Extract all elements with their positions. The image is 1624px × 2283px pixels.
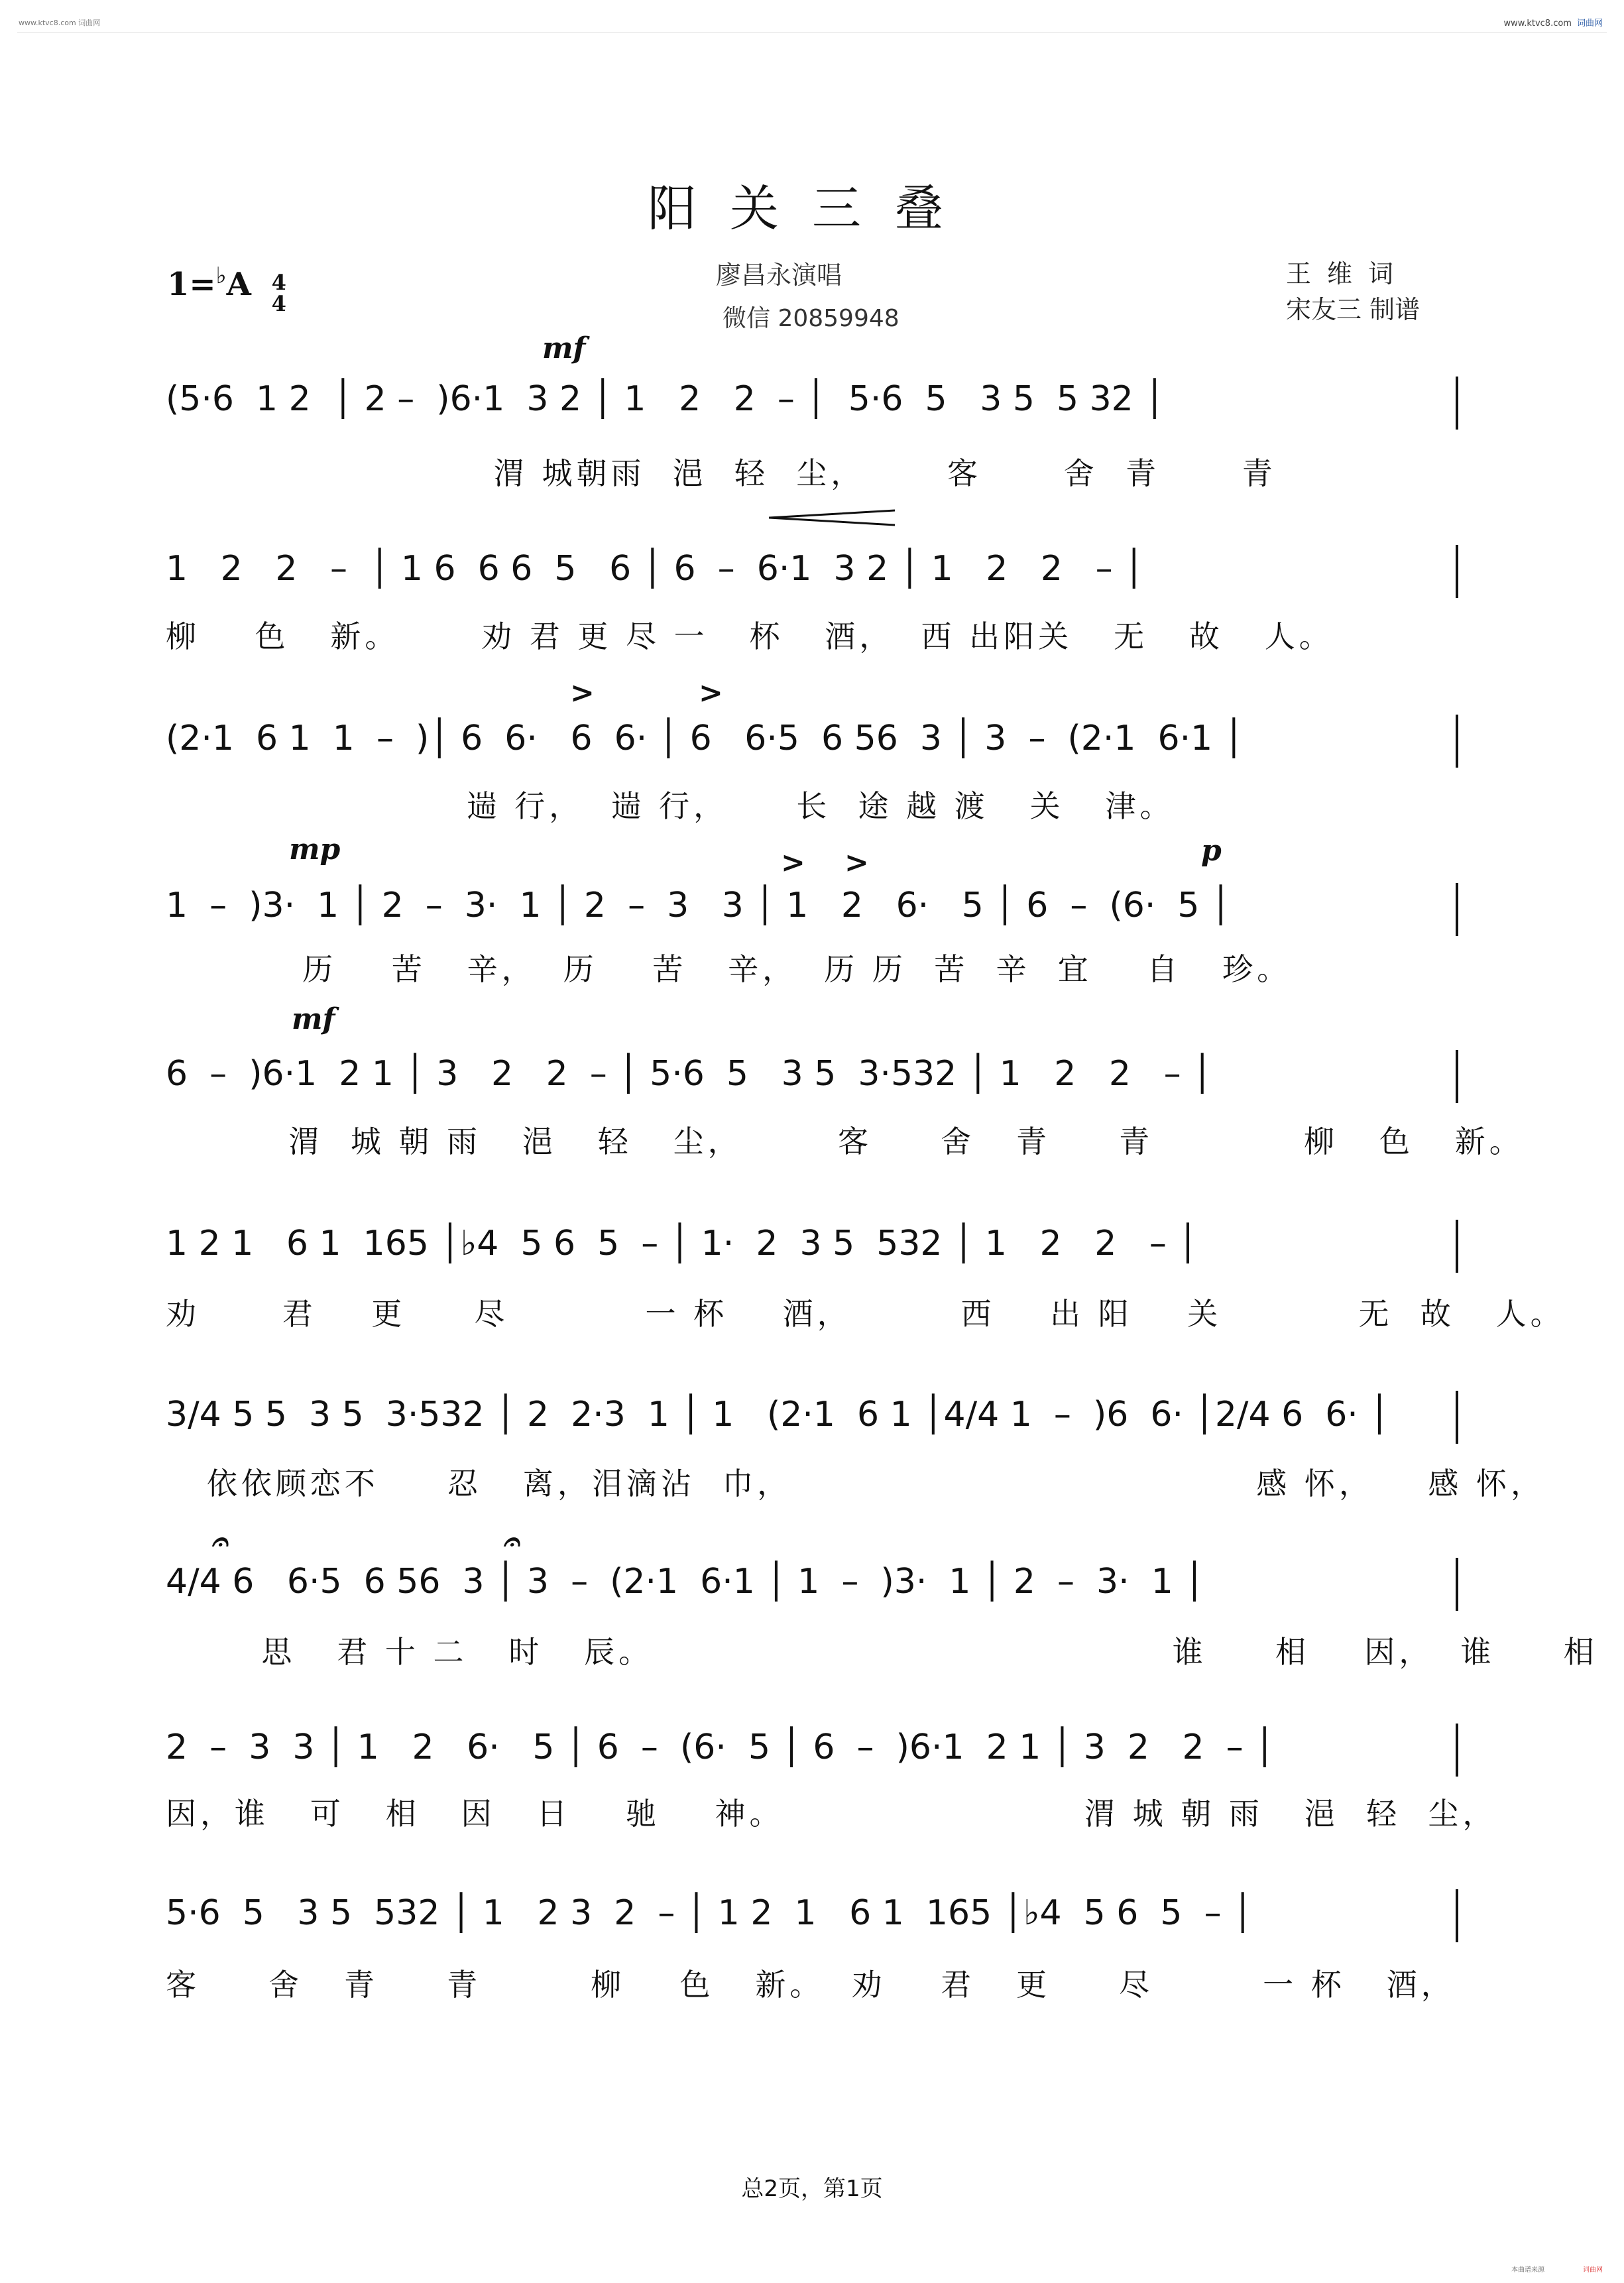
system-end-barline xyxy=(1456,1220,1458,1273)
lyrics-system-9: 因，谁 可 相 因 日 驰 神。 渭 城 朝 雨 浥 轻 尘， xyxy=(166,1796,1497,1832)
arranger: 宋友三 制谱 xyxy=(1286,295,1421,324)
left-watermark-strip xyxy=(0,0,17,2283)
lyrics-system-1: 渭 城朝雨 浥 轻 尘， 客 舍 青 青 xyxy=(166,455,1277,491)
site-link-left[interactable]: www.ktvc8.com 词曲网 xyxy=(19,19,101,27)
system-end-barline xyxy=(1456,715,1458,768)
song-title: 阳关三叠 xyxy=(648,180,976,237)
system-end-barline xyxy=(1456,545,1458,598)
lyrics-system-7: 依依顾恋不 忍 离，泪滴沾 巾， 感 怀， 感 怀， xyxy=(166,1466,1545,1501)
system-end-barline xyxy=(1456,1391,1458,1444)
page-indicator: 总2页，第1页 xyxy=(741,2176,883,2202)
flat-symbol: ♭ xyxy=(215,263,227,289)
fermata: 𝄐 xyxy=(502,1525,519,1558)
lyrics-system-6: 劝 君 更 尽 一 杯 酒， 西 出 阳 关 无 故 人。 xyxy=(166,1296,1565,1332)
system-end-barline xyxy=(1456,883,1458,936)
site-brand: 词曲网 xyxy=(1576,19,1603,29)
lyrics-system-5: 渭 城 朝 雨 浥 轻 尘， 客 舍 青 青 柳 色 新。 xyxy=(166,1124,1524,1159)
source-link[interactable]: 词曲网 xyxy=(1583,2266,1603,2274)
contact-info: 微信 20859948 xyxy=(723,305,899,332)
notes-system-5: 6 – )6·1 2 1 │ 3 2 2 – │ 5·6 5 3 5 3·532 │ 1 2 2 – │ xyxy=(166,1054,1213,1094)
notes-system-1: (5·6 1 2 │ 2 – )6·1 3 2 │ 1 2 2 – │ 5·6 5 3 5 5 32 │ xyxy=(166,379,1165,419)
key-prefix: 1= xyxy=(167,266,216,303)
right-watermark-strip xyxy=(1607,0,1624,2283)
site-link-right[interactable] xyxy=(1504,16,1603,29)
key-letter: A xyxy=(226,266,251,303)
system-end-barline xyxy=(1456,1889,1458,1942)
lyrics-system-2: 柳 色 新。 劝 君 更 尽 一 杯 酒， 西 出阳关 无 故 人。 xyxy=(166,618,1334,654)
notes-system-4: 1 – )3· 1 │ 2 – 3· 1 │ 2 – 3 3 │ 1 2 6· 5 │ 6 – (6· 5 │ xyxy=(166,886,1232,925)
accent-mark: > xyxy=(570,676,595,710)
notes-system-7: 3/4 5 5 3 5 3·532 │ 2 2·3 1 │ 1 (2·1 6 1 │4/4 1 – )6 6· │2/4 6 6· │ xyxy=(166,1395,1390,1434)
dynamic-mp: mp xyxy=(289,833,341,866)
lyricist: 王维词 xyxy=(1286,259,1410,288)
notes-system-8: 4/4 6 6·5 6 56 3 │ 3 – (2·1 6·1 │ 1 – )3· 1 │ 2 – 3· 1 │ xyxy=(166,1562,1205,1602)
dynamic-mf: mf xyxy=(292,1002,335,1036)
time-signature xyxy=(272,272,286,314)
system-end-barline xyxy=(1456,1558,1458,1611)
accent-mark: > xyxy=(781,846,805,880)
lyrics-system-8: 思 君 十 二 时 辰。 谁 相 因， 谁 相 xyxy=(166,1634,1598,1670)
site-url: www.ktvc8.com xyxy=(1503,19,1572,29)
fermata: 𝄐 xyxy=(211,1525,227,1558)
system-end-barline xyxy=(1456,1050,1458,1103)
notes-system-9: 2 – 3 3 │ 1 2 6· 5 │ 6 – (6· 5 │ 6 – )6·1 2 1 │ 3 2 2 – │ xyxy=(166,1727,1275,1767)
accent-mark: > xyxy=(699,676,723,710)
crescendo-hairpin xyxy=(769,508,895,528)
performer: 廖昌永演唱 xyxy=(716,261,842,290)
notes-system-3: (2·1 6 1 1 – )│ 6 6· 6 6· │ 6 6·5 6 56 3 │ 3 – (2·1 6·1 │ xyxy=(166,719,1245,758)
system-end-barline xyxy=(1456,1724,1458,1777)
notes-system-6: 1 2 1 6 1 165 │♭4 5 6 5 – │ 1· 2 3 5 532 │ 1 2 2 – │ xyxy=(166,1224,1198,1263)
key-signature xyxy=(167,263,286,314)
notes-system-2: 1 2 2 – │ 1 6 6 6 5 6 │ 6 – 6·1 3 2 │ 1 2 2 – │ xyxy=(166,549,1145,589)
dynamic-p: p xyxy=(1201,834,1222,868)
lyrics-system-10: 客 舍 青 青 柳 色 新。 劝 君 更 尽 一 杯 酒， xyxy=(166,1967,1456,2003)
lyrics-system-4: 历 苦 辛， 历 苦 辛， 历 历 苦 辛 宜 自 珍。 xyxy=(166,951,1292,987)
dynamic-mf: mf xyxy=(542,331,586,365)
lyrics-system-3: 遄 行， 遄 行， 长 途 越 渡 关 津。 xyxy=(166,788,1175,824)
time-bottom: 4 xyxy=(271,291,286,316)
source-label: 本曲谱来源 xyxy=(1511,2266,1544,2274)
accent-mark: > xyxy=(844,846,869,880)
system-end-barline xyxy=(1456,377,1458,430)
time-top: 4 xyxy=(271,270,286,295)
notes-system-10: 5·6 5 3 5 532 │ 1 2 3 2 – │ 1 2 1 6 1 165 │♭4 5 6 5 – │ xyxy=(166,1893,1253,1933)
